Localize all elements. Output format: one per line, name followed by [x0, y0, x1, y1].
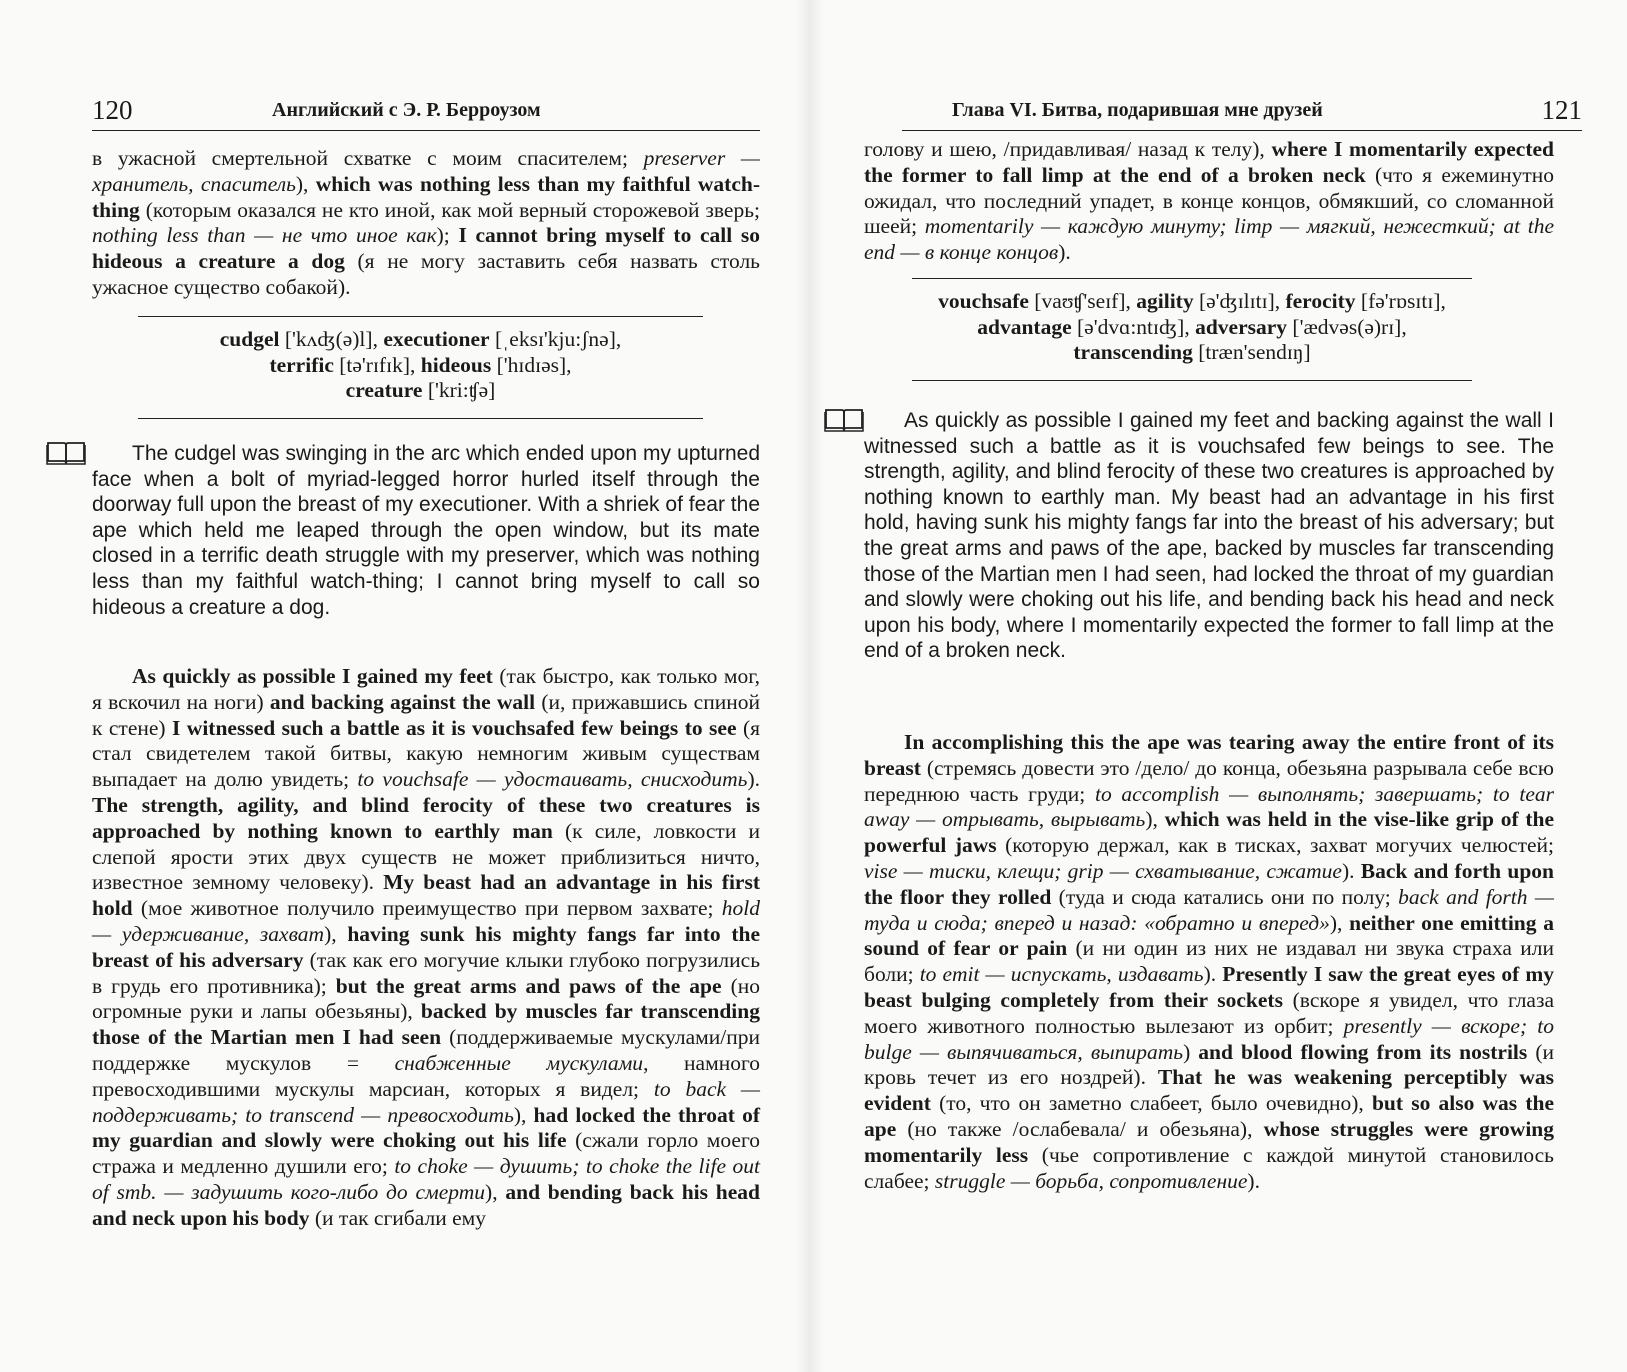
- running-title: Глава VI. Битва, подарившая мне друзей: [952, 99, 1323, 121]
- pronunciation-box: cudgel ['kʌʤ(ə)l], executioner [ˌeksɪ'kju:ʃnə], terrific [tə'rɪfɪk], hideous ['hɪdɪəs], creature ['kri:ʧə]: [138, 316, 703, 419]
- page-header: [902, 80, 1582, 131]
- left-page: [0, 0, 800, 1372]
- pronunciation-box: vouchsafe [vaʊʧ'seɪf], agility [ə'ʤɪlɪtɪ], ferocity [fə'rɒsɪtɪ], advantage [ə'dvɑ:ntɪʤ], adversary ['ædvəs(ə)rɪ], transcending [træn'sendɪŋ]: [912, 278, 1472, 381]
- page-number: 121: [1541, 95, 1582, 125]
- annotated-paragraph: In accomplishing this the ape was tearing away the entire front of its breast (стремясь довести это /дело/ до конца, обезьяна разрывала себе всю переднюю часть груди; to accomplish — выполнять; завершать; to tear away — отрывать, вырывать), which was held in the vise-like grip of the powerful jaws (которую держал, как в тисках, захват могучих челюстей; vise — тиски, клещи; grip — схватывание, сжатие). Back and forth upon the floor they rolled (туда и сюда катались они по полу; back and forth — туда и сюда; вперед и назад: «обратно и вперед»), neither one emitting a sound of fear or pain (и ни один из них не издавал ни звука страха или боли; to emit — испускать, издавать). Presently I saw the great eyes of my beast bulging completely from their sockets (вскоре я увидел, что глаза моего животного полностью вылезают из орбит; presently — вскоре; to bulge — выпячиваться, выпирать) and blood flowing from its nostrils (и кровь течет из его ноздрей). That he was weakening perceptibly was evident (то, что он заметно слабеет, было очевидно), but so also was the ape (но также /ослабевала/ и обезьяна), whose struggles were growing momentarily less (чье сопротивление с каждой минутой становилось слабее; struggle — борьба, сопротивление).: [864, 730, 1555, 1193]
- book-icon: [824, 407, 864, 433]
- page-header: [92, 80, 760, 131]
- book-icon: [46, 440, 86, 466]
- annotated-paragraph: в ужасной смертельной схватке с моим спасителем; preserver — хранитель, спаситель), which was nothing less than my faithful watch-thing (которым оказался не кто иной, как мой верный сторожевой зверь; nothing less than — не что иное как); I cannot bring myself to call so hideous a creature a dog (я не могу заставить себя назвать столь ужасное существо собакой).: [92, 146, 760, 299]
- right-page: [820, 0, 1627, 1372]
- english-original-paragraph: The cudgel was swinging in the arc which ended upon my upturned face when a bolt of myriad-legged horror hurled itself through the doorway full upon the breast of my executioner. With a shriek of fear the ape which held me leaped through the open window, but its mate closed in a terrific death struggle with my preserver, which was nothing less than my faithful watch-thing; I cannot bring myself to call so hideous a creature a dog.: [92, 442, 760, 619]
- running-title: Английский с Э. Р. Берроузом: [272, 99, 541, 121]
- annotated-paragraph: голову и шею, /придавливая/ назад к телу), where I momentarily expected the former to fall limp at the end of a broken neck (что я ежеминутно ожидал, что последний упадет, в конце концов, обмякший, со сломанной шеей; momentarily — каждую минуту; limp — мягкий, нежесткий; at the end — в конце концов).: [864, 137, 1555, 265]
- annotated-paragraph: As quickly as possible I gained my feet (так быстро, как только мог, я вскочил на ноги) and backing against the wall (и, прижавшись спиной к стене) I witnessed such a battle as it is vouchsafed few beings to see (я стал свидетелем такой битвы, какую немногим живым существам выпадает на долю увидеть; to vouchsafe — удостаивать, снисходить). The strength, agility, and blind ferocity of these two creatures is approached by nothing known to earthly man (к силе, ловкости и слепой ярости этих двух существ не может приблизиться ничто, известное земному человеку). My beast had an advantage in his first hold (мое животное получило преимущество при первом захвате; hold — удерживание, захват), having sunk his mighty fangs far into the breast of his adversary (так как его могучие клыки глубоко погрузились в грудь его противника); but the great arms and paws of the ape (но огромные руки и лапы обезьяны), backed by muscles far transcending those of the Martian men I had seen (поддерживаемые мускулами/при поддержке мускулов = снабженные мускулами, намного превосходившими мускулы марсиан, которых я видел; to back — поддерживать; to transcend — превосходить), had locked the throat of my guardian and slowly were choking out his life (сжали горло моего стража и медленно душили его; to choke — душить; to choke the life out of smb. — задушить кого-либо до смерти), and bending back his head and neck upon his body (и так сгибали ему: [92, 664, 761, 1230]
- english-original-paragraph: As quickly as possible I gained my feet and backing against the wall I witnessed such a battle as it is vouchsafed few beings to see. The strength, agility, and blind ferocity of these two creatures is approached by nothing known to earthly man. My beast had an advantage in his first hold, having sunk his mighty fangs far into the breast of his adversary; but the great arms and paws of the ape, backed by muscles far transcending those of the Martian men I had seen, had locked the throat of my guardian and slowly were choking out his life, and bending back his head and neck upon his body, where I momentarily expected the former to fall limp at the end of a broken neck.: [864, 409, 1554, 663]
- page-number: 120: [92, 95, 133, 125]
